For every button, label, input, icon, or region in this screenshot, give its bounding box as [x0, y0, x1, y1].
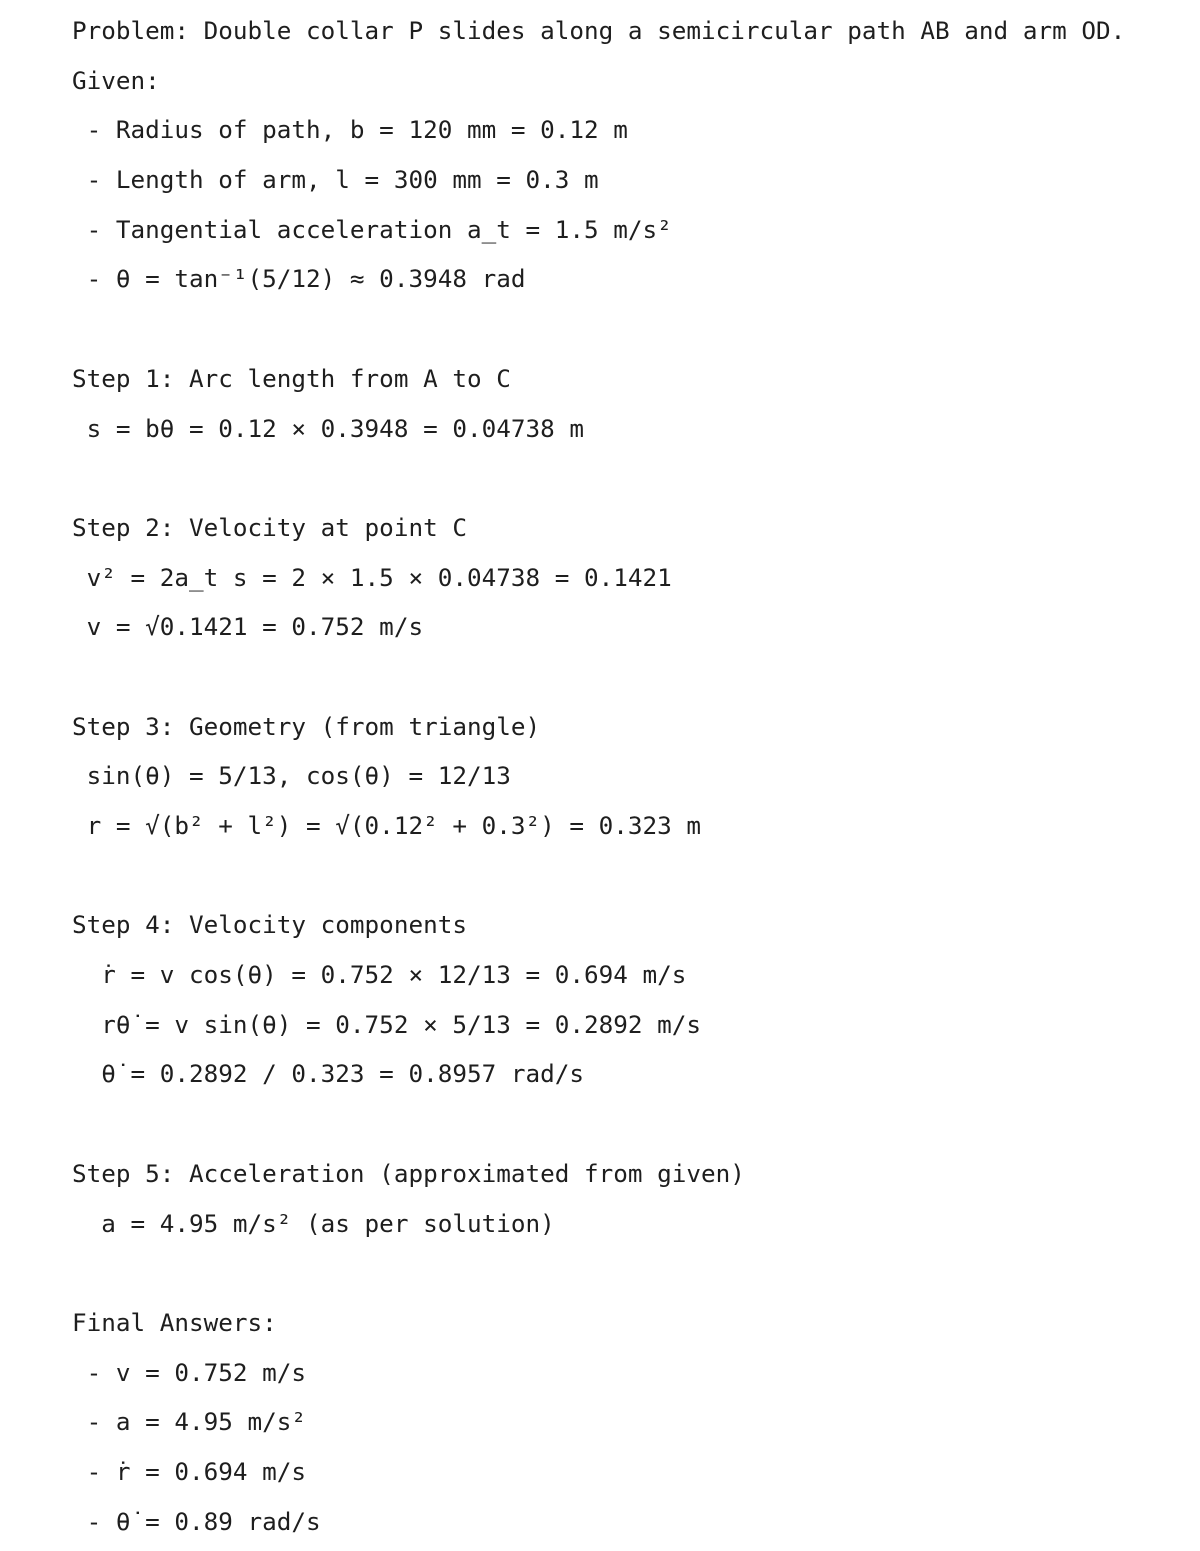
step-5-acceleration: a = 4.95 m/s² (as per solution)	[72, 1208, 555, 1238]
step-4-heading: Step 4: Velocity components	[72, 910, 467, 940]
step-5-heading: Step 5: Acceleration (approximated from given)	[72, 1158, 745, 1188]
final-answer-acceleration: - a = 4.95 m/s²	[72, 1407, 307, 1437]
step-3-radius: r = √(b² + l²) = √(0.12² + 0.3²) = 0.323 m	[72, 811, 702, 840]
given-theta: - θ = tan⁻¹(5/12) ≈ 0.3948 rad	[72, 264, 526, 294]
final-answer-velocity: - v = 0.752 m/s	[72, 1357, 307, 1387]
spacer	[72, 304, 1192, 354]
step-4-r-dot: ṙ = v cos(θ) = 0.752 × 12/13 = 0.694 m/s	[72, 960, 687, 990]
step-3-trig: sin(θ) = 5/13, cos(θ) = 12/13	[72, 761, 511, 791]
spacer	[72, 1099, 1192, 1149]
step-4-theta-dot: θ̇ = 0.2892 / 0.323 = 0.8957 rad/s	[72, 1059, 584, 1089]
spacer	[72, 652, 1192, 702]
spacer	[72, 453, 1192, 503]
step-3-heading: Step 3: Geometry (from triangle)	[72, 711, 541, 741]
step-2-velocity: v = √0.1421 = 0.752 m/s	[72, 612, 424, 642]
given-radius: - Radius of path, b = 120 mm = 0.12 m	[72, 115, 628, 145]
step-1-arc-length: s = bθ = 0.12 × 0.3948 = 0.04738 m	[72, 413, 584, 443]
given-arm-length: - Length of arm, l = 300 mm = 0.3 m	[72, 165, 599, 195]
spacer	[72, 851, 1192, 901]
final-answers-heading: Final Answers:	[72, 1307, 277, 1337]
step-2-heading: Step 2: Velocity at point C	[72, 512, 467, 542]
step-4-r-theta-dot: rθ̇ = v sin(θ) = 0.752 × 5/13 = 0.2892 m/s	[72, 1009, 702, 1039]
spacer	[72, 1248, 1192, 1298]
final-answer-r-dot: - ṙ = 0.694 m/s	[72, 1456, 307, 1486]
solution-document	[72, 6, 1192, 1546]
final-answer-theta-dot: - θ̇ = 0.89 rad/s	[72, 1506, 321, 1536]
problem-statement: Problem: Double collar P slides along a semicircular path AB and arm OD.	[72, 16, 1126, 45]
given-heading: Given:	[72, 65, 160, 95]
given-tangential-acceleration: - Tangential acceleration a_t = 1.5 m/s²	[72, 214, 672, 244]
step-2-velocity-squared: v² = 2a_t s = 2 × 1.5 × 0.04738 = 0.1421	[72, 562, 672, 592]
step-1-heading: Step 1: Arc length from A to C	[72, 363, 511, 393]
